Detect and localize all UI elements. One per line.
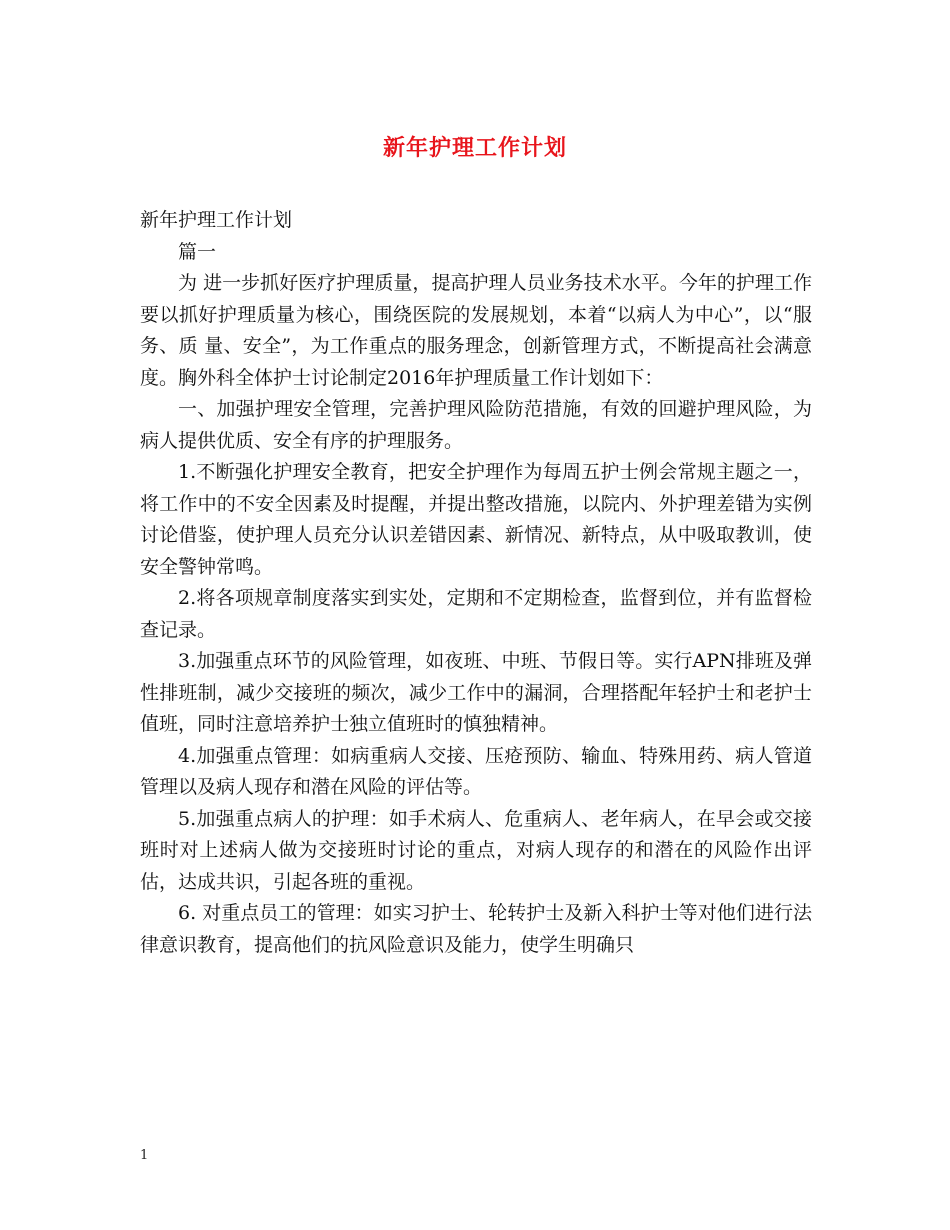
document-body [140, 205, 812, 961]
document-title: 新年护理工作计划 [382, 136, 567, 161]
paragraph: 6. 对重点员工的管理：如实习护士、轮转护士及新入科护士等对他们进行法律意识教育，提高他们的抗风险意识及能力，使学生明确只 [140, 902, 812, 956]
paragraph: 2.将各项规章制度落实到实处，定期和不定期检查，监督到位，并有监督检查记录。 [140, 587, 812, 641]
document-subtitle: 新年护理工作计划 [140, 209, 293, 231]
paragraph: 一、加强护理安全管理，完善护理风险防范措施，有效的回避护理风险，为病人提供优质、安全有序的护理服务。 [140, 398, 812, 452]
paragraph: 5.加强重点病人的护理：如手术病人、危重病人、老年病人，在早会或交接班时对上述病人做为交接班时讨论的重点，对病人现存的和潜在的风险作出评估，达成共识，引起各班的重视。 [140, 807, 812, 893]
paragraph: 4.加强重点管理：如病重病人交接、压疮预防、输血、特殊用药、病人管道管理以及病人现存和潜在风险的评估等。 [140, 744, 812, 798]
paragraph: 3.加强重点环节的风险管理，如夜班、中班、节假日等。实行APN排班及弹性排班制，减少交接班的频次，减少工作中的漏洞，合理搭配年轻护士和老护士值班，同时注意培养护士独立值班时的慎独精神。 [140, 650, 812, 735]
paragraph: 1.不断强化护理安全教育，把安全护理作为每周五护士例会常规主题之一，将工作中的不安全因素及时提醒，并提出整改措施，以院内、外护理差错为实例讨论借鉴，使护理人员充分认识差错因素、新情况、新特点，从中吸取教训，使安全警钟常鸣。 [140, 461, 812, 578]
paragraph: 为 进一步抓好医疗护理质量，提高护理人员业务技术水平。今年的护理工作要以抓好护理质量为核心，围绕医院的发展规划，本着“以病人为中心”，以“服务、质 量、安全”，为工作重点的服务理念，创新管理方式，不断提高社会满意度。胸外科全体护士讨论制定2016年护理质量工作计划如下： [140, 272, 812, 389]
section-label: 篇一 [178, 240, 217, 263]
page-number: 1 [140, 1148, 149, 1163]
